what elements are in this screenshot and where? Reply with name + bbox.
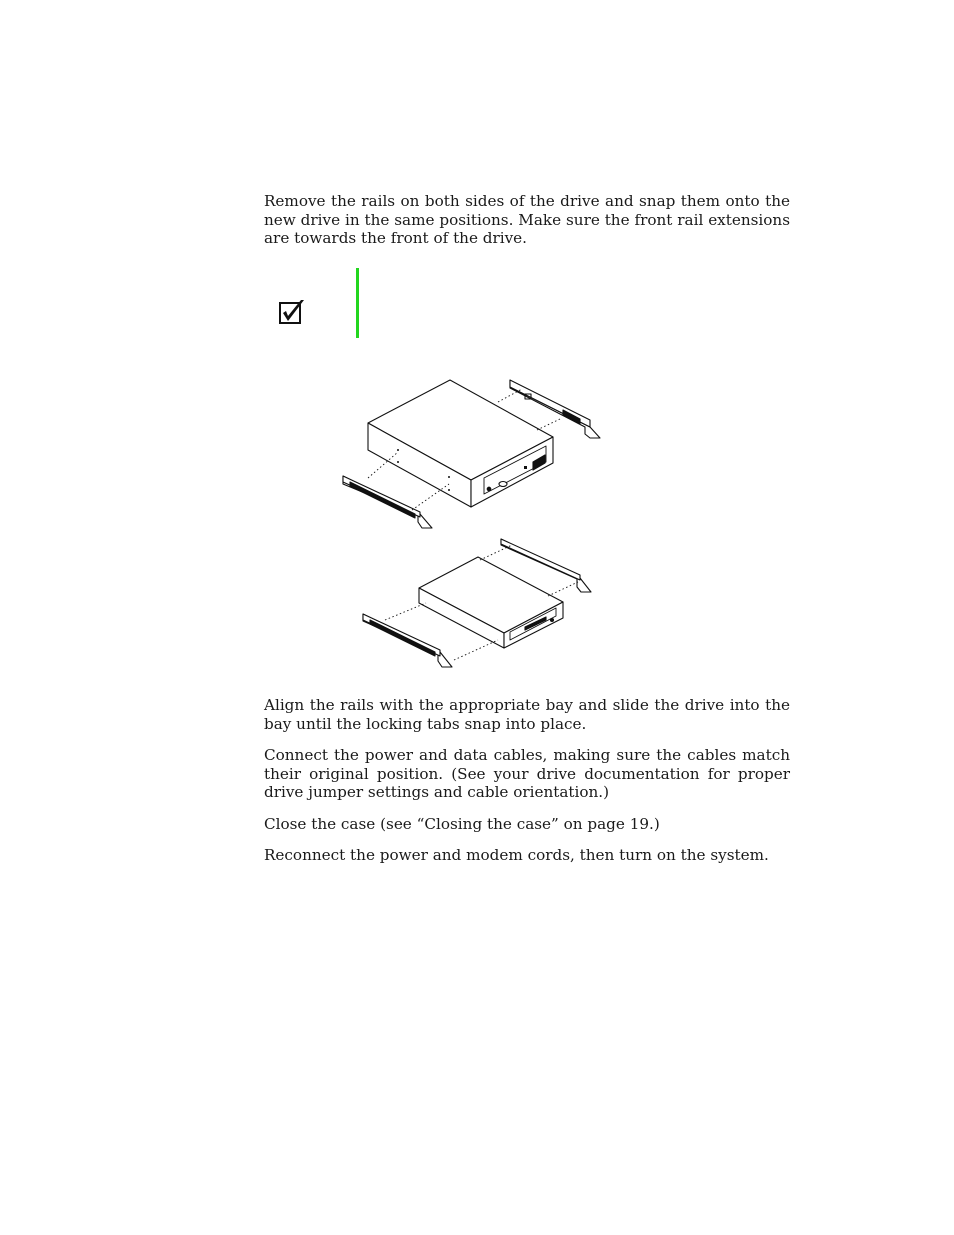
- drive-rails-illustration: [330, 372, 620, 672]
- connect-instruction: Connect the power and data cables, making sure the cables match their original position. (See your drive documentation for proper drive jumper settings and cable orientation.): [264, 746, 790, 802]
- align-instruction: Align the rails with the appropriate bay and slide the drive into the bay until the locking tabs snap into place.: [264, 696, 790, 733]
- close-case-instruction: Close the case (see “Closing the case” on page 19.): [264, 815, 660, 833]
- note-callout: [276, 266, 796, 340]
- rails-instruction: Remove the rails on both sides of the drive and snap them onto the new drive in the same positions. Make sure the front rail extensions are towards the front of the drive.: [264, 192, 790, 248]
- diskette-front-rail: [363, 614, 452, 667]
- cd-front-rail: [343, 476, 432, 528]
- checkmark-icon: [279, 299, 307, 325]
- reconnect-instruction: Reconnect the power and modem cords, then turn on the system.: [264, 846, 769, 864]
- diskette-drive: [419, 557, 563, 648]
- note-bar: [356, 268, 359, 338]
